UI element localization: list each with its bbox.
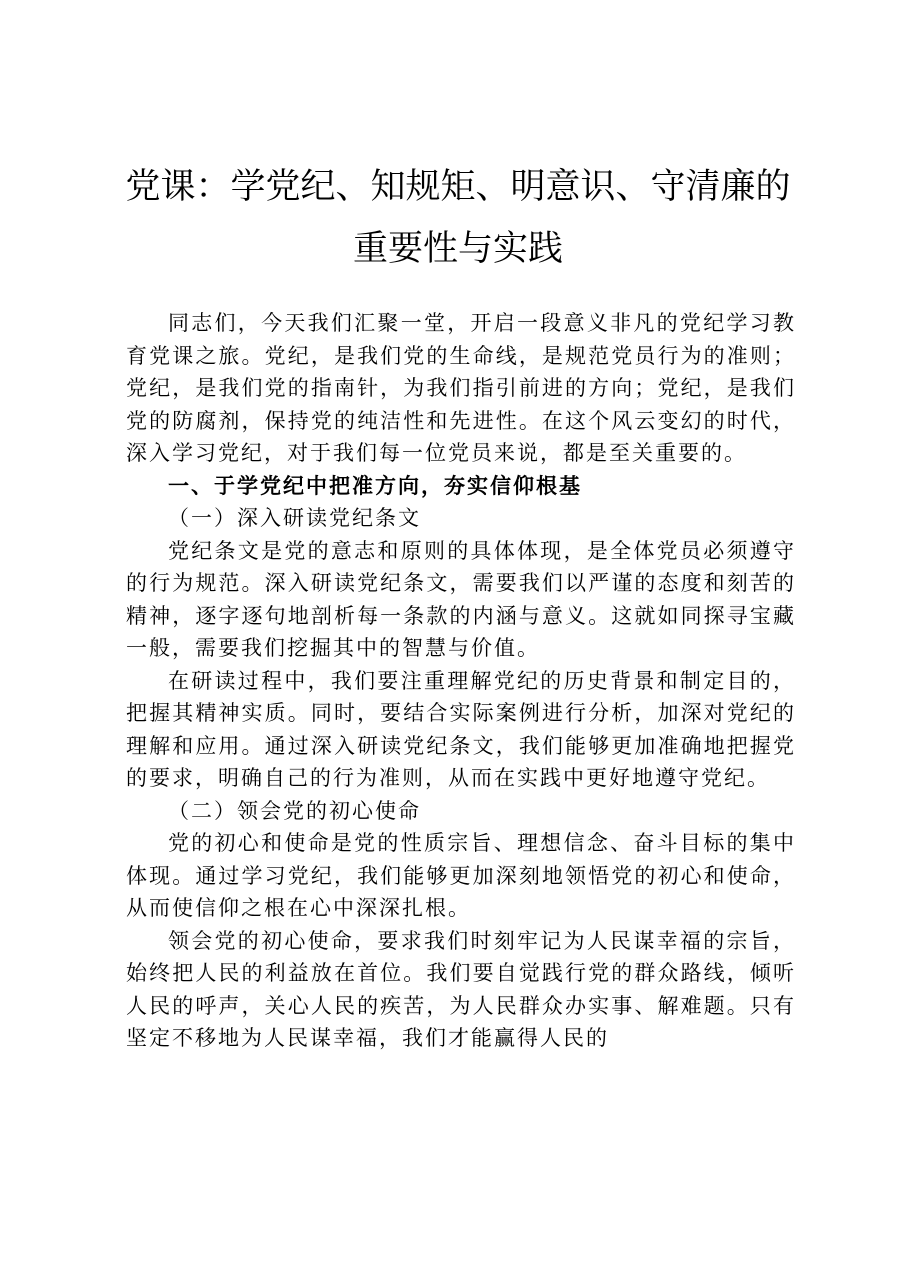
document-title: 党课：学党纪、知规矩、明意识、守清廉的重要性与实践: [125, 167, 791, 269]
intro-paragraph: 同志们，今天我们汇聚一堂，开启一段意义非凡的党纪学习教育党课之旅。党纪，是我们党的生命线，是规范党员行为的准则；党纪，是我们党的指南针，为我们指引前进的方向；党纪，是我们党的防腐剂，保持党的纯洁性和先进性。在这个风云变幻的时代，深入学习党纪，对于我们每一位党员来说，都是至关重要的。: [126, 311, 796, 465]
subsection-heading-1: （一）深入研读党纪条文: [168, 506, 421, 530]
body-paragraph: 党的初心和使命是党的性质宗旨、理想信念、奋斗目标的集中体现。通过学习党纪，我们能够更加深刻地领悟党的初心和使命，从而使信仰之根在心中深深扎根。: [126, 831, 796, 920]
body-paragraph: 领会党的初心使命，要求我们时刻牢记为人民谋幸福的宗旨，始终把人民的利益放在首位。我们要自觉践行党的群众路线，倾听人民的呼声，关心人民的疾苦，为人民群众办实事、解难题。只有坚定不移地为人民谋幸福，我们才能赢得人民的: [126, 928, 796, 1050]
body-paragraph: 党纪条文是党的意志和原则的具体体现，是全体党员必须遵守的行为规范。深入研读党纪条文，需要我们以严谨的态度和刻苦的精神，逐字逐句地剖析每一条款的内涵与意义。这就如同探寻宝藏一般，需要我们挖掘其中的智慧与价值。: [126, 538, 796, 660]
section-heading-1: 一、于学党纪中把准方向，夯实信仰根基: [168, 473, 582, 498]
body-paragraph: 在研读过程中，我们要注重理解党纪的历史背景和制定目的，把握其精神实质。同时，要结合实际案例进行分析，加深对党纪的理解和应用。通过深入研读党纪条文，我们能够更加准确地把握党的要求，明确自己的行为准则，从而在实践中更好地遵守党纪。: [126, 668, 796, 790]
document-body: [126, 307, 796, 1055]
subsection-heading-2: （二）领会党的初心使命: [168, 798, 421, 823]
